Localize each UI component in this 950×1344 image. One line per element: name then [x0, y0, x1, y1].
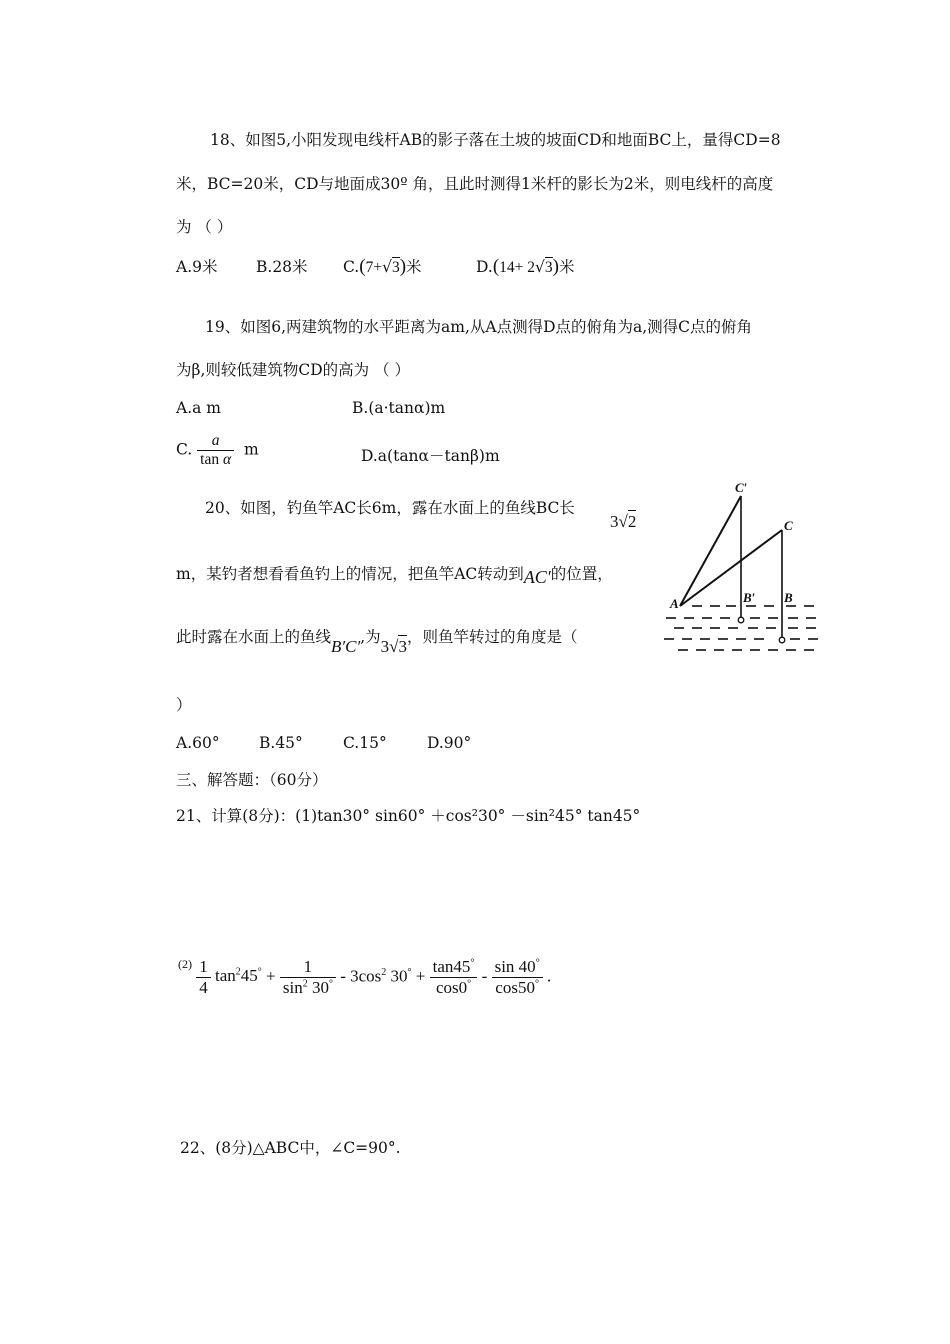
- q21-plus-2: +: [415, 966, 426, 986]
- q21-frac-1-den: 4: [199, 978, 208, 997]
- q20-option-d: D.90°: [427, 734, 472, 752]
- q18-option-c-unit: 米: [406, 258, 422, 276]
- q20-option-c: C.15°: [343, 734, 387, 752]
- q21-frac-tan45-cos0: $\frac{\tan 45^\circ}{\cos 0^\circ}$: [430, 957, 478, 998]
- q20-new-length: 3√3: [380, 637, 407, 656]
- q18-option-d-unit: 米: [558, 258, 575, 276]
- q21-term-tan: $\tan^245^\circ$: [215, 966, 262, 986]
- q18-option-c: C.(7+√3)米: [343, 256, 422, 277]
- q19-option-d: D.a(tanα－tanβ)m: [361, 447, 500, 465]
- q19-option-c-prefix: C.: [176, 440, 193, 459]
- q21-frac-2-fn: sin: [282, 978, 303, 997]
- q21-frac-3-num: tan45: [432, 957, 471, 976]
- q20-bc-length-coef: 3: [610, 512, 619, 531]
- label-a: A: [670, 596, 679, 611]
- q21-minus-2: -: [481, 966, 488, 986]
- q20-line-2-a: m，某钓者想看看鱼钓上的情况，把鱼竿AC转动到: [176, 565, 524, 583]
- q21-line-1: 21、计算(8分)：(1)tan30° sin60° ＋cos²30° －sin²45° tan45°: [176, 807, 641, 825]
- label-c: C: [784, 518, 793, 533]
- q18-option-c-plus: +: [373, 259, 383, 276]
- q20-new-length-sqrt: 3: [398, 637, 407, 656]
- q19-option-c-den-fn: tan: [200, 451, 220, 468]
- q21-frac-4-num: sin 40: [494, 957, 536, 976]
- q20-new-length-coef: 3: [380, 637, 390, 656]
- q20-line-1: 20、如图，钓鱼竿AC长6m，露在水面上的鱼线BC长: [205, 499, 575, 517]
- q21-minus-3cos: - 3cos: [340, 966, 382, 986]
- q20-line-4: ）: [176, 696, 192, 714]
- section-3-heading: 三、解答题：（60分）: [176, 771, 328, 789]
- q21-frac-1-sin: $\frac{1}{\sin^2 30^\circ}$: [280, 957, 336, 998]
- q18-option-d-prefix: D.: [476, 258, 493, 276]
- q20-line-3-c: ，则鱼竿转过的角度是（: [406, 628, 578, 646]
- q19-option-c-unit: m: [243, 440, 259, 459]
- q18-line-3: 为 （ ）: [176, 218, 233, 236]
- q21-tan-arg: 45: [240, 966, 258, 986]
- q18-option-d-paren-close: ): [552, 256, 559, 277]
- q21-tan-sup: 2: [235, 966, 241, 978]
- hook-b-icon: [779, 637, 785, 643]
- q19-option-c-fraction: [197, 432, 234, 469]
- q21-frac-3-den: cos0: [435, 978, 468, 997]
- q21-plus-1: +: [266, 966, 276, 986]
- q21-cos-sup: 2: [381, 966, 387, 978]
- q18-option-c-sqrt: 3: [391, 259, 400, 276]
- q20-bc-length: 3√2: [610, 512, 637, 531]
- q18-option-d-plus: + 2: [514, 259, 536, 276]
- q21-frac-2-num: 1: [280, 957, 336, 978]
- q19-option-c: [176, 432, 259, 469]
- q20-bc-prime: B′C′: [331, 637, 361, 656]
- q20-fishing-rod-figure: [660, 478, 825, 658]
- hook-b-prime-icon: [738, 617, 744, 623]
- q21-part-2: $^{(2)}$ $\frac{1}{4}$ $\tan^245^\circ$ + $\frac{1}{\sin^2 30^\circ}$ - $3\cos^2$ 30° + $\frac{\tan 45^\circ}{\cos 0^\circ}$ - $\frac{\sin 40^\circ}{\cos 50^\circ}$ .: [178, 957, 552, 997]
- q20-line-3: [176, 627, 578, 656]
- q21-part-2-label: (2): [178, 957, 192, 971]
- q20-option-a: A.60°: [176, 734, 220, 752]
- q22-line-1: 22、(8分)△ABC中，∠C=90°.: [180, 1139, 401, 1157]
- q18-option-c-paren-close: ): [399, 256, 407, 277]
- q21-frac-1-num: 1: [196, 957, 211, 978]
- q20-bc-length-sqrt: 2: [627, 512, 637, 531]
- q18-line-2: 米，BC=20米，CD与地面成30º 角，且此时测得1米杆的影长为2米，则电线杆的高度: [176, 175, 774, 193]
- q20-line-2: [176, 563, 613, 587]
- q18-option-d-paren-open: (: [492, 256, 500, 277]
- q18-option-b: B.28米: [256, 258, 308, 276]
- q21-frac-4-den: cos50: [495, 978, 535, 997]
- q18-option-c-paren-open: (: [359, 256, 366, 277]
- label-b: B: [784, 590, 793, 605]
- label-b-prime: B′: [743, 590, 756, 605]
- q18-option-d-a: 14: [499, 259, 515, 276]
- q20-line-3-a: 此时露在水面上的鱼线: [176, 628, 332, 646]
- q18-option-c-prefix: C.: [343, 258, 360, 276]
- q18-option-d: D.(14+ 2√3)米: [476, 256, 575, 277]
- q18-option-a: A.9米: [176, 258, 218, 276]
- q21-frac-1-4: [196, 957, 211, 998]
- q20-line-2-b: 的位置，: [550, 565, 613, 583]
- q19-line-2: 为β,则较低建筑物CD的高为 （ ）: [176, 361, 411, 379]
- q21-frac-2-sup: 2: [302, 978, 308, 990]
- q20-line-3-b: ,为: [360, 628, 381, 646]
- q19-option-c-den-var: α: [222, 451, 232, 468]
- q18-line-1: 18、如图5,小阳发现电线杆AB的影子落在土坡的坡面CD和地面BC上，量得CD=8: [210, 131, 781, 149]
- q18-option-c-a: 7: [365, 259, 374, 276]
- rod-rotated-ac-prime: [680, 496, 741, 606]
- q21-frac-sin40-cos50: $\frac{\sin 40^\circ}{\cos 50^\circ}$: [492, 957, 543, 998]
- q18-option-d-sqrt: 3: [544, 259, 553, 276]
- q20-option-b: B.45°: [259, 734, 303, 752]
- q19-option-c-numerator: a: [197, 432, 234, 451]
- q21-frac-2-arg: 30: [311, 978, 329, 997]
- q19-option-a: A.a m: [176, 399, 221, 417]
- q19-line-1: 19、如图6,两建筑物的水平距离为am,从A点测得D点的俯角为a,测得C点的俯角: [205, 318, 753, 336]
- label-c-prime: C′: [735, 480, 748, 495]
- q21-tan-fn: tan: [215, 966, 236, 986]
- q21-cos-arg: 30: [390, 966, 408, 986]
- q20-ac-prime: AC′: [523, 567, 551, 587]
- q21-end-dot: .: [546, 966, 552, 986]
- q19-option-b: B.(a·tanα)m: [352, 399, 446, 417]
- rod-original-ac: [680, 530, 782, 606]
